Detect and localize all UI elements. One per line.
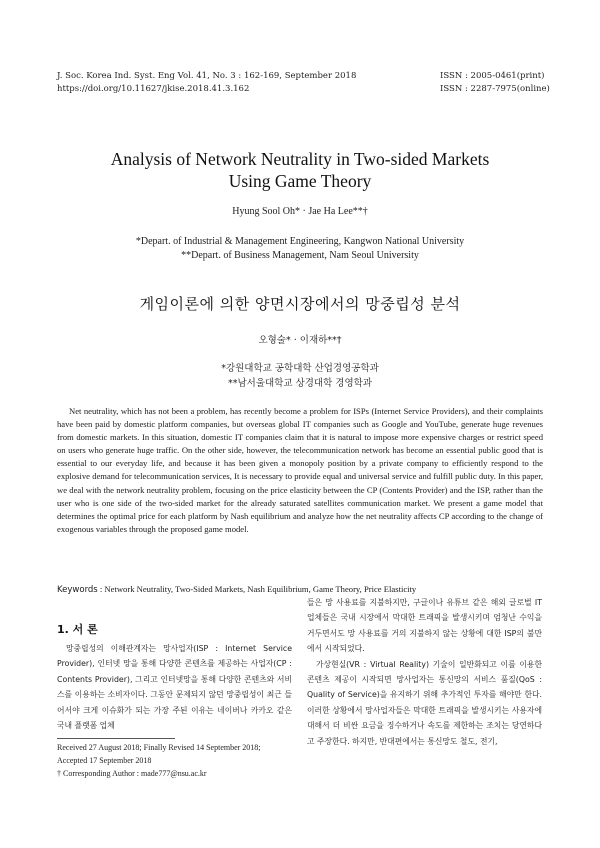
issn-block xyxy=(440,70,550,96)
english-title-line-1: Analysis of Network Neutrality in Two-sided Markets xyxy=(110,149,490,169)
received-date: Received 27 August 2018; Finally Revised 14 September 2018; xyxy=(57,743,261,752)
issn-online: ISSN : 2287-7975(online) xyxy=(440,84,550,94)
accepted-date: Accepted 17 September 2018 xyxy=(57,756,152,765)
intro-paragraph-continued: 들은 망 사용료를 지불하지만, 구글이나 유튜브 같은 해외 글로벌 IT업체들은 국내 시장에서 막대한 트래픽을 발생시키며 엄청난 수익을 거두면서도 망 사용료를 거의 지불하지 않는 상황에 대한 ISP의 불만에서 시작되었다. xyxy=(307,598,542,654)
korean-title: 게임이론에 의한 양면시장에서의 망중립성 분석 xyxy=(139,295,461,313)
korean-affiliation-1: *강원대학교 공학대학 산업경영공학과 xyxy=(221,363,379,374)
korean-affiliation-2: **남서울대학교 상경대학 경영학과 xyxy=(227,378,373,389)
english-title-line-2: Using Game Theory xyxy=(228,171,372,191)
issn-print: ISSN : 2005-0461(print) xyxy=(440,71,545,81)
footnotes xyxy=(57,741,297,780)
korean-authors: 오형술* · 이재하**† xyxy=(258,335,342,346)
corresponding-author: † Corresponding Author : made777@nsu.ac.kr xyxy=(57,769,207,778)
intro-left-column: 망중립성의 이해관계자는 망사업자(ISP : Internet Service Provider), 인터넷 망을 통해 다양한 콘텐츠를 제공하는 사업자(CP : Contents Provider), 그리고 인터넷망을 통해 다양한 콘텐츠와 서비스를 이용하는 소비자이다. 그동안 문제되지 않던 망중립성이 최근 들어서야 크게 이슈화가 되는 가장 주된 이유는 네이버나 카카오 같은 국내 플랫폼 업체 xyxy=(57,644,292,731)
english-title xyxy=(40,148,560,192)
english-affiliation-2: **Depart. of Business Management, Nam Seoul University xyxy=(181,250,419,261)
footnote-divider xyxy=(57,738,175,739)
english-authors: Hyung Sool Oh* · Jae Ha Lee**† xyxy=(232,206,368,217)
english-affiliations xyxy=(0,235,600,263)
journal-header xyxy=(57,70,356,96)
doi-link[interactable]: https://doi.org/10.11627/jkise.2018.41.3.162 xyxy=(57,84,250,94)
intro-paragraph-vr: 가상현실(VR : Virtual Reality) 기술이 일반화되고 이를 이용한 콘텐츠 제공이 시작되면 망사업자는 통신망의 서비스 품질(QoS : Quality of Service)을 유지하기 위해 추가적인 투자를 해야만 한다. 이러한 상황에서 망사업자들은 막대한 트래픽을 발생시키는 사용자에 대해서 더 비싼 요금을 징수하거나 속도를 제한하는 조치는 당연하다고 주장한다. 하지만, 반대편에서는 통신망도 철도, 전기, xyxy=(307,659,542,746)
intro-right-column xyxy=(307,595,542,749)
keywords xyxy=(57,584,543,595)
journal-citation: J. Soc. Korea Ind. Syst. Eng Vol. 41, No. 3 : 162-169, September 2018 xyxy=(57,71,357,81)
section-heading: 1. 서 론 xyxy=(57,623,98,636)
korean-affiliations xyxy=(0,361,600,391)
keywords-label: Keywords xyxy=(57,585,98,595)
english-affiliation-1: *Depart. of Industrial & Management Engineering, Kangwon National University xyxy=(135,236,465,247)
keywords-text: : Network Neutrality, Two-Sided Markets, Nash Equilibrium, Game Theory, Price Elasticity xyxy=(97,584,417,594)
abstract: Net neutrality, which has not been a problem, has recently become a problem for ISPs (Internet Service Providers), and their complaints have been paid by domestic platform companies, but overseas global IT companies such as Google and YouTube, generate huge revenues from domestic markets. In this situation, domestic IT companies claim that it is natural to impose more expensive charges or restrict speed on users who generate huge traffic. On the other side, however, the telecommunication network has become an essential public good that is essential to our everyday life, and because it has been given a monopoly position by a private company to efficiently respond to the explosive demand for telecommunication services, It is necessary to provide equal and universal service and fulfill public duty. In this paper, we deal with the network neutrality problem, focusing on the price elasticity between the CP (Contents Provider) and the ISP, rather than the user who is one side of the two-sided market for the already saturated satellites communication market. We present a game model that determines the optimal price for each platform by Nash equilibrium and analyze how the net neutrality affects CP according to the change of exogenous variables through the proposed game model. xyxy=(57,406,543,534)
